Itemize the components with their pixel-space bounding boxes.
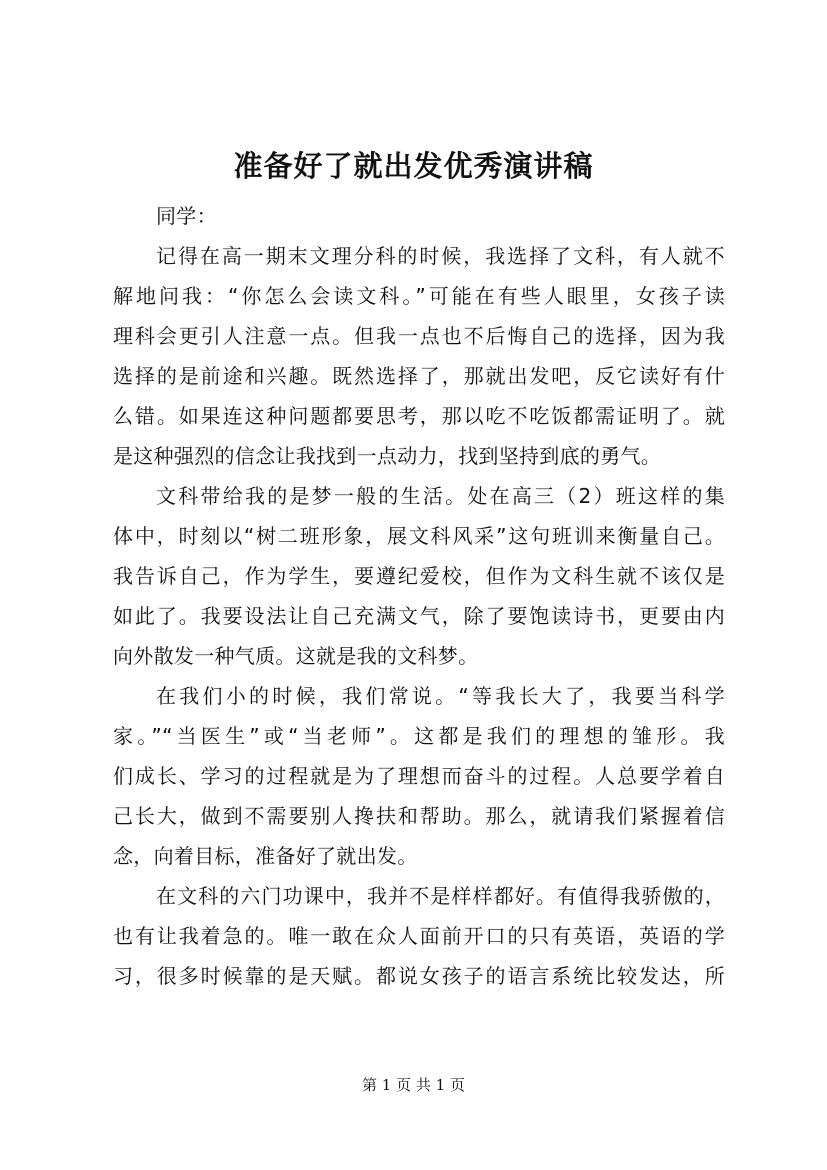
page-footer: 第 1 页 共 1 页: [362, 1076, 465, 1094]
paragraph-line: 念，向着目标，准备好了就出发。: [113, 844, 418, 868]
paragraph-line: 们成长、学习的过程就是为了理想而奋斗的过程。人总要学着自: [113, 764, 725, 788]
document-title: 准备好了就出发优秀演讲稿: [233, 149, 594, 183]
paragraph-line: 如此了。我要设法让自己充满文气，除了要饱读诗书，更要由内: [113, 604, 725, 628]
paragraph-line: 么错。如果连这种问题都要思考，那以吃不吃饭都需证明了。就: [113, 404, 725, 428]
greeting: 同学：: [156, 204, 217, 228]
paragraph-line: 习，很多时候靠的是天赋。都说女孩子的语言系统比较发达，所: [113, 964, 725, 988]
paragraph-line: 在我们小的时候，我们常说。“等我长大了，我要当科学: [156, 684, 725, 708]
paragraph-line: 解地问我：“你怎么会读文科。”可能在有些人眼里，女孩子读: [113, 284, 725, 308]
paragraph-line: 我告诉自己，作为学生，要遵纪爱校，但作为文科生就不该仅是: [113, 564, 725, 588]
paragraph-line: 文科带给我的是梦一般的生活。处在高三（2）班这样的集: [156, 484, 725, 508]
paragraph-line: 选择的是前途和兴趣。既然选择了，那就出发吧，反它读好有什: [113, 364, 725, 388]
paragraph-line: 体中，时刻以“树二班形象，展文科风采”这句班训来衡量自己。: [113, 524, 725, 548]
paragraph-line: 向外散发一种气质。这就是我的文科梦。: [113, 644, 479, 668]
document-body: [113, 196, 725, 996]
paragraph-line: 家。”“当医生”或“当老师”。这都是我们的理想的雏形。我: [113, 724, 725, 748]
paragraph-line: 是这种强烈的信念让我找到一点动力，找到坚持到底的勇气。: [113, 444, 662, 468]
paragraph-line: 在文科的六门功课中，我并不是样样都好。有值得我骄傲的，: [156, 884, 725, 908]
paragraph-line: 也有让我着急的。唯一敢在众人面前开口的只有英语，英语的学: [113, 924, 725, 948]
paragraph-line: 己长大，做到不需要别人搀扶和帮助。那么，就请我们紧握着信: [113, 804, 725, 828]
paragraph-line: 记得在高一期末文理分科的时候，我选择了文科，有人就不: [156, 244, 725, 268]
paragraph-line: 理科会更引人注意一点。但我一点也不后悔自己的选择，因为我: [113, 324, 725, 348]
